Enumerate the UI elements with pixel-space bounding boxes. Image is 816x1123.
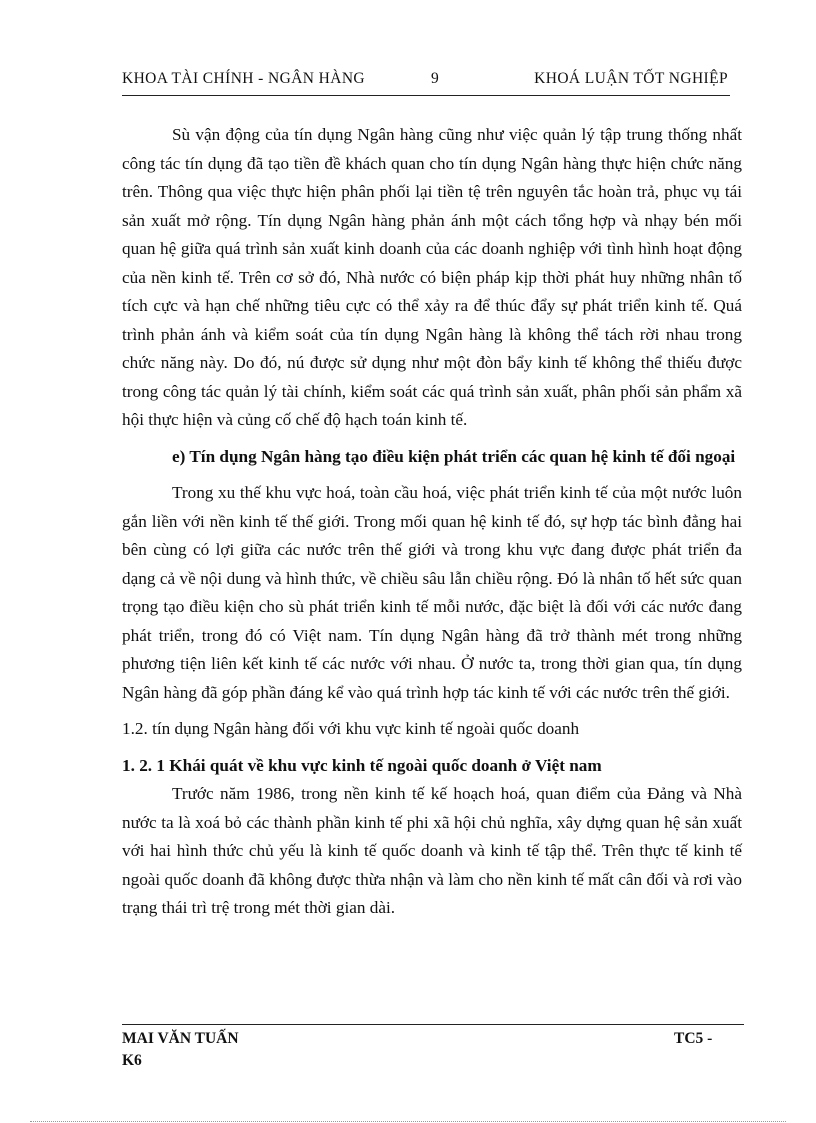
page-header — [122, 70, 728, 92]
heading-section-e: e) Tín dụng Ngân hàng tạo điều kiện phát triển các quan hệ kinh tế đối ngoại — [172, 446, 736, 466]
heading-section-1-2: 1.2. tín dụng Ngân hàng đối với khu vực kinh tế ngoài quốc doanh — [122, 719, 580, 738]
footer-divider — [122, 1024, 744, 1025]
page-number: 9 — [431, 70, 440, 87]
heading-section-1-2-1: 1. 2. 1 Khái quát về khu vực kinh tế ngoài quốc doanh ở Việt nam — [122, 755, 602, 775]
paragraph-external-relations: Trong xu thế khu vực hoá, toàn cầu hoá, việc phát triển kinh tế của một nước luôn gắn liền với nền kinh tế thế giới. Trong mối quan hệ kinh tế đó, sự hợp tác bình đẳng hai bên cùng có lợi giữa các nước trên thế giới và trong khu vực đang được phát triển đa dạng cả về nội dung và hình thức, về chiều sâu lẫn chiều rộng. Đó là nhân tố hết sức quan trọng tạo điều kiện cho sù phát triển kinh tế mỗi nước, đặc biệt là đối với các nước đang phát triển, trong đó có Việt nam. Tín dụng Ngân hàng đã trở thành mét trong những phương tiện liên kết kinh tế các nước với nhau. Ở nước ta, trong thời gian qua, tín dụng Ngân hàng đã góp phần đáng kể vào quá trình hợp tác kinh tế với các nước trên thế giới. — [122, 483, 742, 702]
header-divider — [122, 95, 730, 96]
paragraph-credit-regulation: Sù vận động của tín dụng Ngân hàng cũng như việc quản lý tập trung thống nhất công tác tín dụng đã tạo tiền đề khách quan cho tín dụng Ngân hàng thực hiện chức năng trên. Thông qua việc thực hiện phân phối lại tiền tệ trên nguyên tắc hoàn trả, phục vụ tái sản xuất mở rộng. Tín dụng Ngân hàng phản ánh một cách tổng hợp và nhạy bén mối quan hệ giữa quá trình sản xuất kinh doanh của các doanh nghiệp với tình hình hoạt động của nền kinh tế. Trên cơ sở đó, Nhà nước có biện pháp kịp thời phát huy những nhân tố tích cực và hạn chế những tiêu cực có thể xảy ra để thúc đẩy sự phát triển kinh tế. Quá trình phản ánh và kiểm soát của tín dụng Ngân hàng là không thể tách rời nhau trong chức năng này. Do đó, nú được sử dụng như một đòn bẩy kinh tế không thể thiếu được trong công tác quản lý tài chính, kiểm soát các quá trình sản xuất, phân phối sản phẩm xã hội thực hiện và củng cố chế độ hạch toán kinh tế. — [122, 125, 742, 429]
header-thesis-title: KHOÁ LUẬN TỐT NGHIỆP — [534, 70, 728, 87]
footer-author: MAI VĂN TUẤN — [122, 1030, 239, 1047]
page-bottom-dotted-line — [30, 1121, 786, 1122]
footer-class-code-cont: K6 — [122, 1052, 142, 1069]
paragraph-before-1986: Trước năm 1986, trong nền kinh tế kế hoạch hoá, quan điểm của Đảng và Nhà nước ta là xoá bỏ các thành phần kinh tế phi xã hội chủ nghĩa, xây dựng quan hệ sản xuất với hai hình thức chủ yếu là kinh tế quốc doanh và kinh tế tập thể. Trên thực tế kinh tế ngoài quốc doanh đã không được thừa nhận và làm cho nền kinh tế mất cân đối và rơi vào trạng thái trì trệ trong mét thời gian dài. — [122, 784, 742, 917]
footer-class-code: TC5 - — [674, 1030, 713, 1047]
header-faculty: KHOA TÀI CHÍNH - NGÂN HÀNG — [122, 70, 366, 87]
page-body — [122, 121, 742, 923]
